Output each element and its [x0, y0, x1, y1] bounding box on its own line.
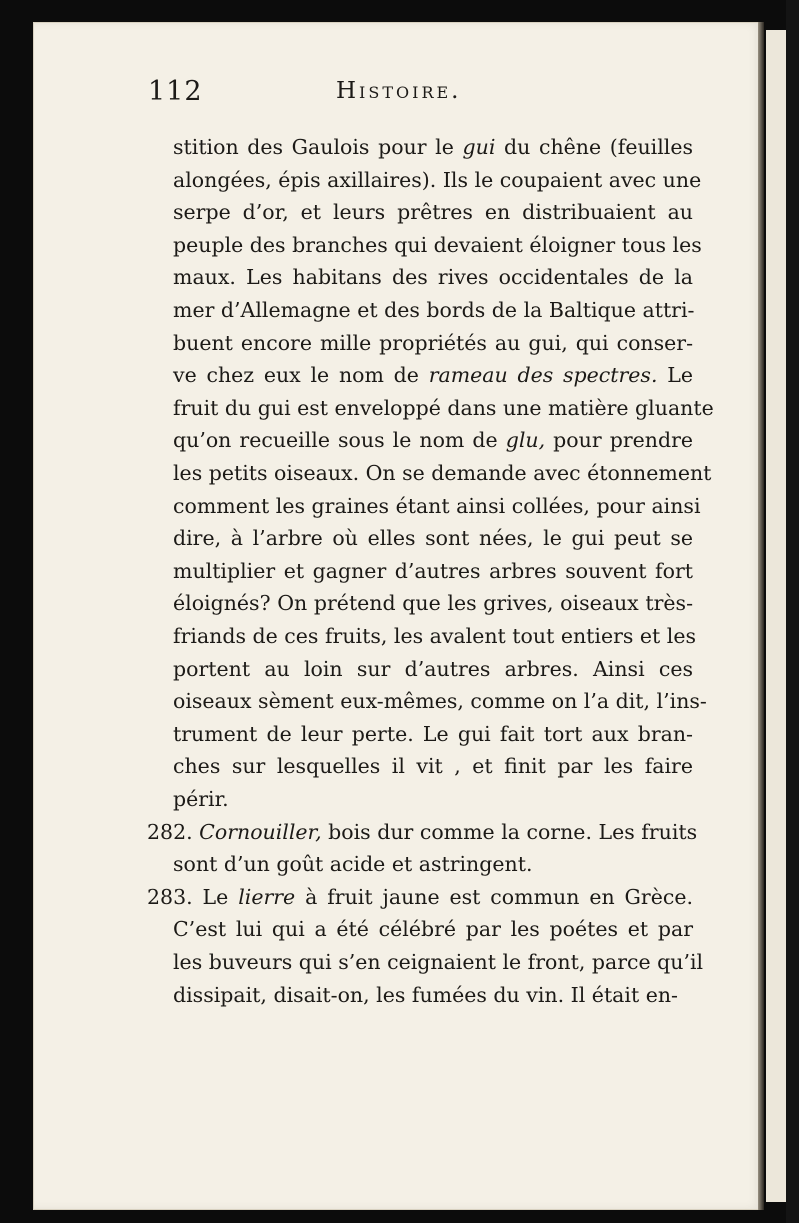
text-line [173, 459, 712, 487]
page-header [148, 72, 708, 112]
text-run: maux. Les habitans des rives occidentales de la [173, 265, 693, 290]
text-run: multiplier et gagner d’autres arbres souvent fort [173, 558, 693, 583]
text-run: comment les graines étant ainsi collées, pour ainsi [173, 493, 701, 518]
text-line [173, 687, 707, 715]
text-line [173, 785, 693, 813]
text-run: sont d’un goût acide et astringent. [173, 852, 533, 877]
text-run: qu’on recueille sous le nom de [173, 428, 506, 453]
text-line [173, 981, 693, 1009]
text-line [173, 231, 702, 259]
text-line [173, 361, 693, 389]
binding-edge [786, 0, 799, 1223]
italic-text: lierre [238, 884, 296, 909]
text-run: les buveurs qui s’en ceignaient le front, parce qu’il [173, 950, 704, 974]
text-run: Le [657, 363, 693, 388]
text-run: à fruit jaune est commun en Grèce. [295, 884, 693, 909]
text-line [173, 329, 693, 357]
text-run: ve chez eux le nom de [173, 363, 429, 388]
text-line [173, 622, 697, 650]
text-line [173, 263, 693, 291]
text-run: du chêne (feuilles [495, 135, 693, 159]
text-run: serpe d’or, et leurs prêtres en distribuaient au [173, 200, 693, 225]
text-run: ches sur lesquelles il vit , et finit par les faire [173, 754, 693, 779]
text-run: portent au loin sur d’autres arbres. Ainsi ces [173, 656, 693, 681]
text-run: mer d’Allemagne et des bords de la Baltique attri- [173, 298, 695, 322]
next-page-edge [766, 30, 786, 1202]
text-run: dire, à l’arbre où elles sont nées, le gui peut se [173, 526, 693, 551]
text-run: bois dur comme la corne. Les fruits [321, 819, 698, 844]
text-run: dissipait, disait-on, les fumées du vin. Il était en- [173, 982, 678, 1007]
text-line [173, 589, 693, 617]
text-line [173, 720, 693, 748]
text-run: alongées, épis axillaires). Ils le coupaient avec une [173, 167, 702, 192]
text-line [173, 752, 693, 780]
italic-text: Cornouiller, [199, 819, 322, 844]
italic-text: glu, [505, 428, 546, 453]
text-line [173, 915, 693, 943]
text-line [173, 198, 693, 226]
text-run: peuple des branches qui devaient éloigner tous les [173, 232, 702, 257]
text-line [173, 296, 693, 324]
text-line [173, 948, 704, 976]
text-line [173, 850, 693, 878]
text-line [173, 133, 693, 161]
text-run: pour prendre [545, 428, 694, 453]
text-line [173, 655, 693, 683]
text-line [173, 492, 701, 520]
text-run: buent encore mille propriétés au gui, qui conser- [173, 330, 693, 355]
text-line [147, 883, 693, 911]
running-head: Histoire. [336, 78, 462, 104]
italic-text: gui [462, 135, 496, 159]
text-run: friands de ces fruits, les avalent tout entiers et les [173, 624, 697, 648]
text-line [173, 426, 693, 454]
text-run: les petits oiseaux. On se demande avec étonnement [173, 461, 712, 485]
text-line [173, 394, 714, 422]
text-run: stition des Gaulois pour le [173, 135, 463, 159]
text-run: oiseaux sèment eux-mêmes, comme on l’a dit, l’ins- [173, 689, 707, 714]
text-line [173, 166, 702, 194]
italic-text: rameau des spectres. [428, 363, 658, 388]
text-run: éloignés? On prétend que les grives, oiseaux très- [173, 591, 693, 616]
text-run: 283. Le [147, 884, 239, 909]
page-number: 112 [148, 76, 203, 107]
text-line [173, 524, 693, 552]
text-run: fruit du gui est enveloppé dans une matière gluante [173, 395, 714, 420]
text-run: C’est lui qui a été célébré par les poétes et par [173, 917, 693, 942]
text-run: 282. [147, 819, 200, 844]
text-run: périr. [173, 787, 229, 811]
text-line [173, 557, 693, 585]
text-run: trument de leur perte. Le gui fait tort aux bran- [173, 721, 693, 746]
page-edge-shadow [758, 22, 764, 1210]
text-line [147, 818, 698, 846]
